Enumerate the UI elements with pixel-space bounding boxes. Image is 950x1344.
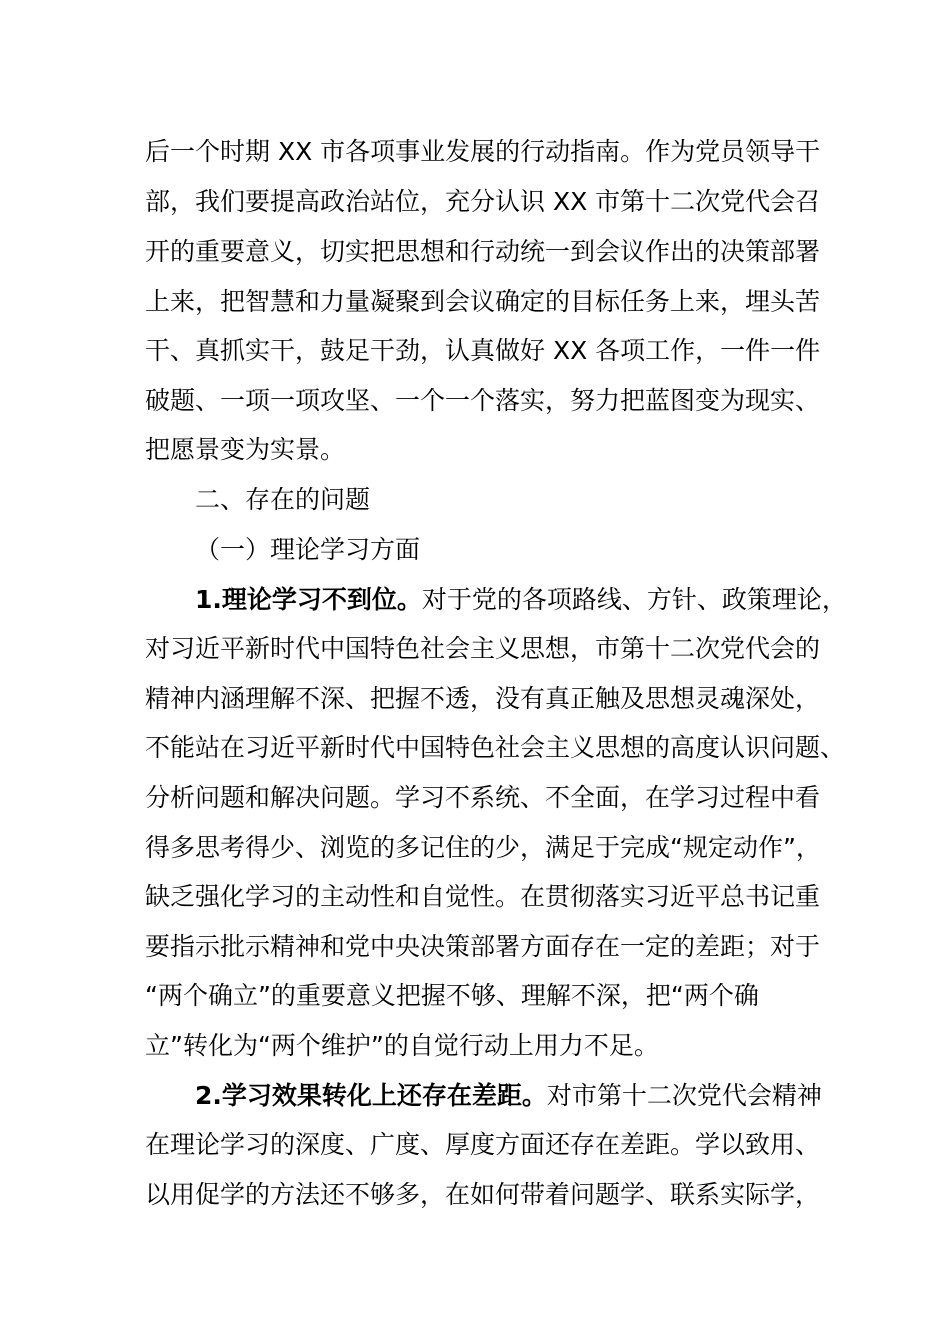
item-2-text: 对市第十二次党代会精神 bbox=[546, 1081, 822, 1110]
item-2-title: 2.学习效果转化上还存在差距。 bbox=[195, 1081, 547, 1110]
item-1-line bbox=[195, 585, 847, 615]
paragraph-line: 精神内涵理解不深、把握不透，没有真正触及思想灵魂深处， bbox=[145, 684, 821, 713]
paragraph-line: 部，我们要提高政治站位，充分认识 XX 市第十二次党代会召 bbox=[145, 187, 821, 216]
section-heading: 二、存在的问题 bbox=[195, 485, 371, 514]
item-1-text: 对于党的各项路线、方针、政策理论， bbox=[421, 585, 847, 614]
paragraph-line: 干、真抓实干，鼓足干劲，认真做好 XX 各项工作，一件一件 bbox=[145, 336, 821, 365]
paragraph-line: 上来，把智慧和力量凝聚到会议确定的目标任务上来，埋头苦 bbox=[145, 287, 821, 316]
paragraph-line: “两个确立”的重要意义把握不够、理解不深，把“两个确 bbox=[145, 981, 759, 1010]
paragraph-line: 后一个时期 XX 市各项事业发展的行动指南。作为党员领导干 bbox=[145, 137, 821, 166]
paragraph-line: 开的重要意义，切实把思想和行动统一到会议作出的决策部署 bbox=[145, 237, 821, 266]
paragraph-line: 立”转化为“两个维护”的自觉行动上用力不足。 bbox=[145, 1031, 659, 1060]
paragraph-line: 破题、一项一项攻坚、一个一个落实，努力把蓝图变为现实、 bbox=[145, 386, 821, 415]
paragraph-line: 在理论学习的深度、广度、厚度方面还存在差距。学以致用、 bbox=[145, 1130, 821, 1159]
paragraph-line: 不能站在习近平新时代中国特色社会主义思想的高度认识问题、 bbox=[145, 733, 846, 762]
paragraph-line: 分析问题和解决问题。学习不系统、不全面，在学习过程中看 bbox=[145, 783, 821, 812]
subsection-heading: （一）理论学习方面 bbox=[195, 535, 421, 564]
paragraph-line: 缺乏强化学习的主动性和自觉性。在贯彻落实习近平总书记重 bbox=[145, 882, 821, 911]
paragraph-line: 要指示批示精神和党中央决策部署方面存在一定的差距；对于 bbox=[145, 932, 821, 961]
paragraph-line: 以用促学的方法还不够多，在如何带着问题学、联系实际学， bbox=[145, 1180, 821, 1209]
paragraph-line: 把愿景变为实景。 bbox=[145, 435, 346, 464]
item-2-line bbox=[195, 1081, 822, 1111]
paragraph-line: 对习近平新时代中国特色社会主义思想，市第十二次党代会的 bbox=[145, 634, 821, 663]
paragraph-line: 得多思考得少、浏览的多记住的少，满足于完成“规定动作”， bbox=[145, 833, 821, 862]
item-1-title: 1.理论学习不到位。 bbox=[195, 585, 422, 614]
